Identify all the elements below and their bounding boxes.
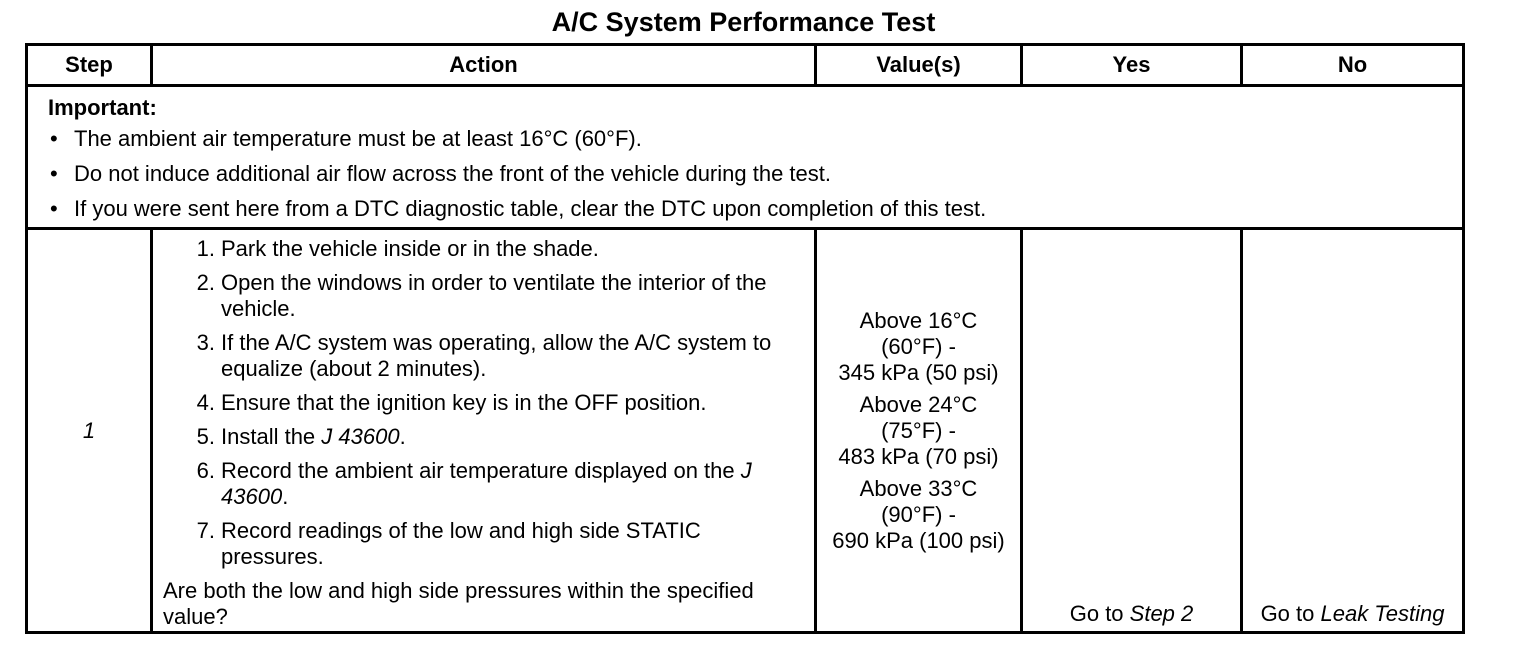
no-cell: Go to Leak Testing [1242, 229, 1464, 633]
header-action: Action [152, 45, 816, 86]
header-step: Step [27, 45, 152, 86]
action-item: 3. If the A/C system was operating, allow the A/C system to equalize (about 2 minutes). [196, 330, 772, 381]
step-number: 1 [27, 229, 152, 633]
tool-reference: J 43600 [321, 424, 400, 449]
header-row [27, 45, 1464, 86]
important-bullet: • The ambient air temperature must be at least 16°C (60°F). [48, 121, 1462, 156]
action-item: 7. Record readings of the low and high side STATIC pressures. [196, 518, 701, 569]
important-label: Important: [48, 95, 157, 120]
important-cell [27, 86, 1464, 229]
important-list [48, 121, 1462, 226]
bullet-icon: • [50, 161, 58, 186]
important-row [27, 86, 1464, 229]
bullet-icon: • [50, 126, 58, 151]
value-group: Above 33°C (90°F) - 690 kPa (100 psi) [832, 475, 1005, 553]
diagnostic-table [25, 43, 1465, 634]
header-values: Value(s) [816, 45, 1022, 86]
important-bullet: • If you were sent here from a DTC diagnostic table, clear the DTC upon completion of this test. [48, 191, 1462, 226]
important-bullet: • Do not induce additional air flow across the front of the vehicle during the test. [48, 156, 1462, 191]
action-item: 6. Record the ambient air temperature displayed on the J 43600. [196, 458, 752, 509]
action-item: 2. Open the windows in order to ventilate the interior of the vehicle. [196, 270, 767, 321]
step-row [27, 229, 1464, 633]
value-group: Above 16°C (60°F) - 345 kPa (50 psi) [838, 307, 999, 385]
leak-testing-link[interactable]: Leak Testing [1320, 601, 1445, 626]
bullet-icon: • [50, 196, 58, 221]
step-link[interactable]: Step 2 [1129, 601, 1194, 626]
action-item: 4. Ensure that the ignition key is in the OFF position. [196, 390, 707, 415]
action-list [163, 236, 804, 570]
values-cell [816, 229, 1022, 633]
action-item: 1. Park the vehicle inside or in the shade. [196, 236, 599, 261]
action-cell [152, 229, 816, 633]
yes-cell: Go to Step 2 [1022, 229, 1242, 633]
header-no: No [1242, 45, 1464, 86]
question-text: Are both the low and high side pressures within the specified value? [163, 578, 754, 629]
action-item: 5. Install the J 43600. [196, 424, 406, 449]
value-group: Above 24°C (75°F) - 483 kPa (70 psi) [838, 391, 999, 469]
header-yes: Yes [1022, 45, 1242, 86]
tool-reference: J 43600 [221, 458, 752, 509]
page-title: A/C System Performance Test [551, 7, 936, 37]
